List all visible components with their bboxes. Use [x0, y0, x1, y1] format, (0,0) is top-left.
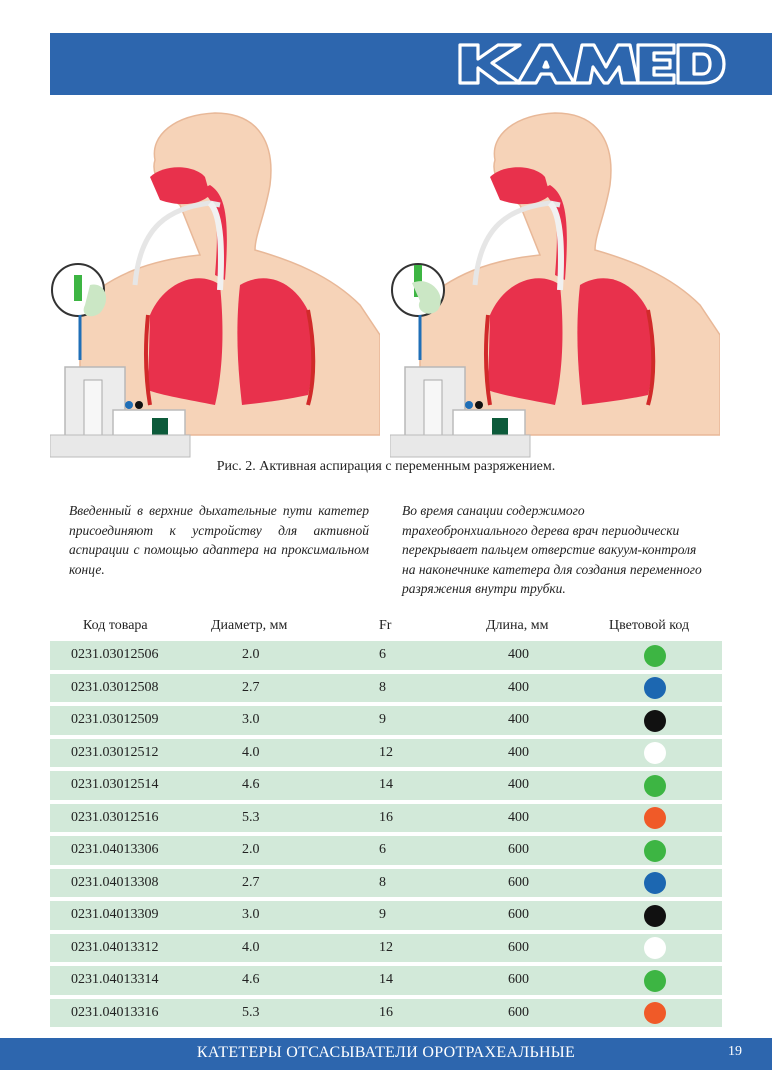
cell-diameter: 4.0: [242, 939, 260, 955]
cell-length: 400: [508, 679, 529, 695]
header-code: Код товара: [83, 618, 148, 633]
color-code-dot: [644, 710, 666, 732]
cell-length: 400: [508, 744, 529, 760]
cell-diameter: 5.3: [242, 809, 260, 825]
kammed-logo: [456, 41, 728, 87]
color-code-dot: [644, 645, 666, 667]
cell-code: 0231.04013308: [71, 874, 159, 890]
cell-fr: 16: [379, 1004, 393, 1020]
illustration-left: [50, 105, 380, 465]
color-code-dot: [644, 1002, 666, 1024]
cell-length: 600: [508, 972, 529, 987]
table-row: [50, 641, 722, 670]
cell-diameter: 3.0: [242, 907, 260, 922]
cell-diameter: 4.6: [242, 972, 260, 987]
table-row: [50, 706, 722, 735]
cell-fr: 12: [379, 744, 393, 760]
color-code-dot: [644, 937, 666, 959]
cell-fr: 16: [379, 809, 393, 825]
cell-code: 0231.04013306: [71, 842, 159, 857]
cell-fr: 14: [379, 777, 393, 792]
table-row: [50, 674, 722, 703]
cell-length: 400: [508, 712, 529, 727]
product-table: [50, 641, 722, 1031]
cell-fr: 6: [379, 647, 386, 662]
cell-code: 0231.04013312: [71, 939, 159, 955]
illustration-right: [390, 105, 720, 465]
table-row: [50, 934, 722, 963]
cell-length: 400: [508, 809, 529, 825]
header-fr: Fr: [379, 618, 392, 633]
cell-diameter: 2.0: [242, 842, 260, 857]
cell-diameter: 2.7: [242, 874, 260, 890]
cell-length: 600: [508, 842, 529, 857]
cell-length: 400: [508, 777, 529, 792]
cell-length: 600: [508, 939, 529, 955]
cell-length: 600: [508, 907, 529, 922]
cell-code: 0231.04013316: [71, 1004, 159, 1020]
color-code-dot: [644, 905, 666, 927]
cell-fr: 6: [379, 842, 386, 857]
footer-bar: [0, 1038, 772, 1070]
footer-title: КАТЕТЕРЫ ОТСАСЫВАТЕЛИ ОРОТРАХЕАЛЬНЫЕ: [196, 1044, 576, 1061]
table-row: [50, 966, 722, 995]
cell-diameter: 2.7: [242, 679, 260, 695]
table-header: [50, 618, 722, 638]
cell-fr: 12: [379, 939, 393, 955]
color-code-dot: [644, 677, 666, 699]
cell-length: 600: [508, 1004, 529, 1020]
cell-code: 0231.04013314: [71, 972, 159, 987]
cell-diameter: 2.0: [242, 647, 260, 662]
table-row: [50, 804, 722, 833]
cell-diameter: 4.6: [242, 777, 260, 792]
cell-fr: 14: [379, 972, 393, 987]
cell-length: 600: [508, 874, 529, 890]
cell-code: 0231.03012508: [71, 679, 159, 695]
cell-code: 0231.03012514: [71, 777, 159, 792]
cell-fr: 9: [379, 907, 386, 922]
cell-fr: 8: [379, 874, 386, 890]
table-row: [50, 901, 722, 930]
cell-diameter: 4.0: [242, 744, 260, 760]
cell-diameter: 3.0: [242, 712, 260, 727]
cell-fr: 8: [379, 679, 386, 695]
cell-code: 0231.03012509: [71, 712, 159, 727]
header-length: Длина, мм: [486, 618, 549, 633]
color-code-dot: [644, 840, 666, 862]
header-diameter: Диаметр, мм: [211, 618, 288, 633]
cell-length: 400: [508, 647, 529, 662]
paragraph-left: Введенный в верхние дыхательные пути катетер присоединяют к устройству для активной аспирации с помощью адаптера на проксимальном конце.: [69, 503, 369, 577]
color-code-dot: [644, 970, 666, 992]
page-number: 19: [728, 1044, 742, 1059]
cell-code: 0231.04013309: [71, 907, 159, 922]
header-bar: [50, 33, 772, 95]
cell-diameter: 5.3: [242, 1004, 260, 1020]
paragraph-right: Во время санации содержимого трахеобронхиального дерева врач периодически перекрывает пальцем отверстие вакуум-контроля на наконечнике катетера для создания переменного разряжения внутри трубки.: [402, 503, 702, 596]
color-code-dot: [644, 742, 666, 764]
table-row: [50, 739, 722, 768]
cell-code: 0231.03012516: [71, 809, 159, 825]
color-code-dot: [644, 775, 666, 797]
cell-code: 0231.03012512: [71, 744, 159, 760]
table-row: [50, 836, 722, 865]
table-row: [50, 771, 722, 800]
color-code-dot: [644, 807, 666, 829]
header-color: Цветовой код: [609, 618, 690, 633]
table-row: [50, 869, 722, 898]
cell-code: 0231.03012506: [71, 647, 159, 662]
color-code-dot: [644, 872, 666, 894]
cell-fr: 9: [379, 712, 386, 727]
table-row: [50, 999, 722, 1028]
figure-caption: Рис. 2. Активная аспирация с переменным разряжением.: [216, 459, 556, 474]
